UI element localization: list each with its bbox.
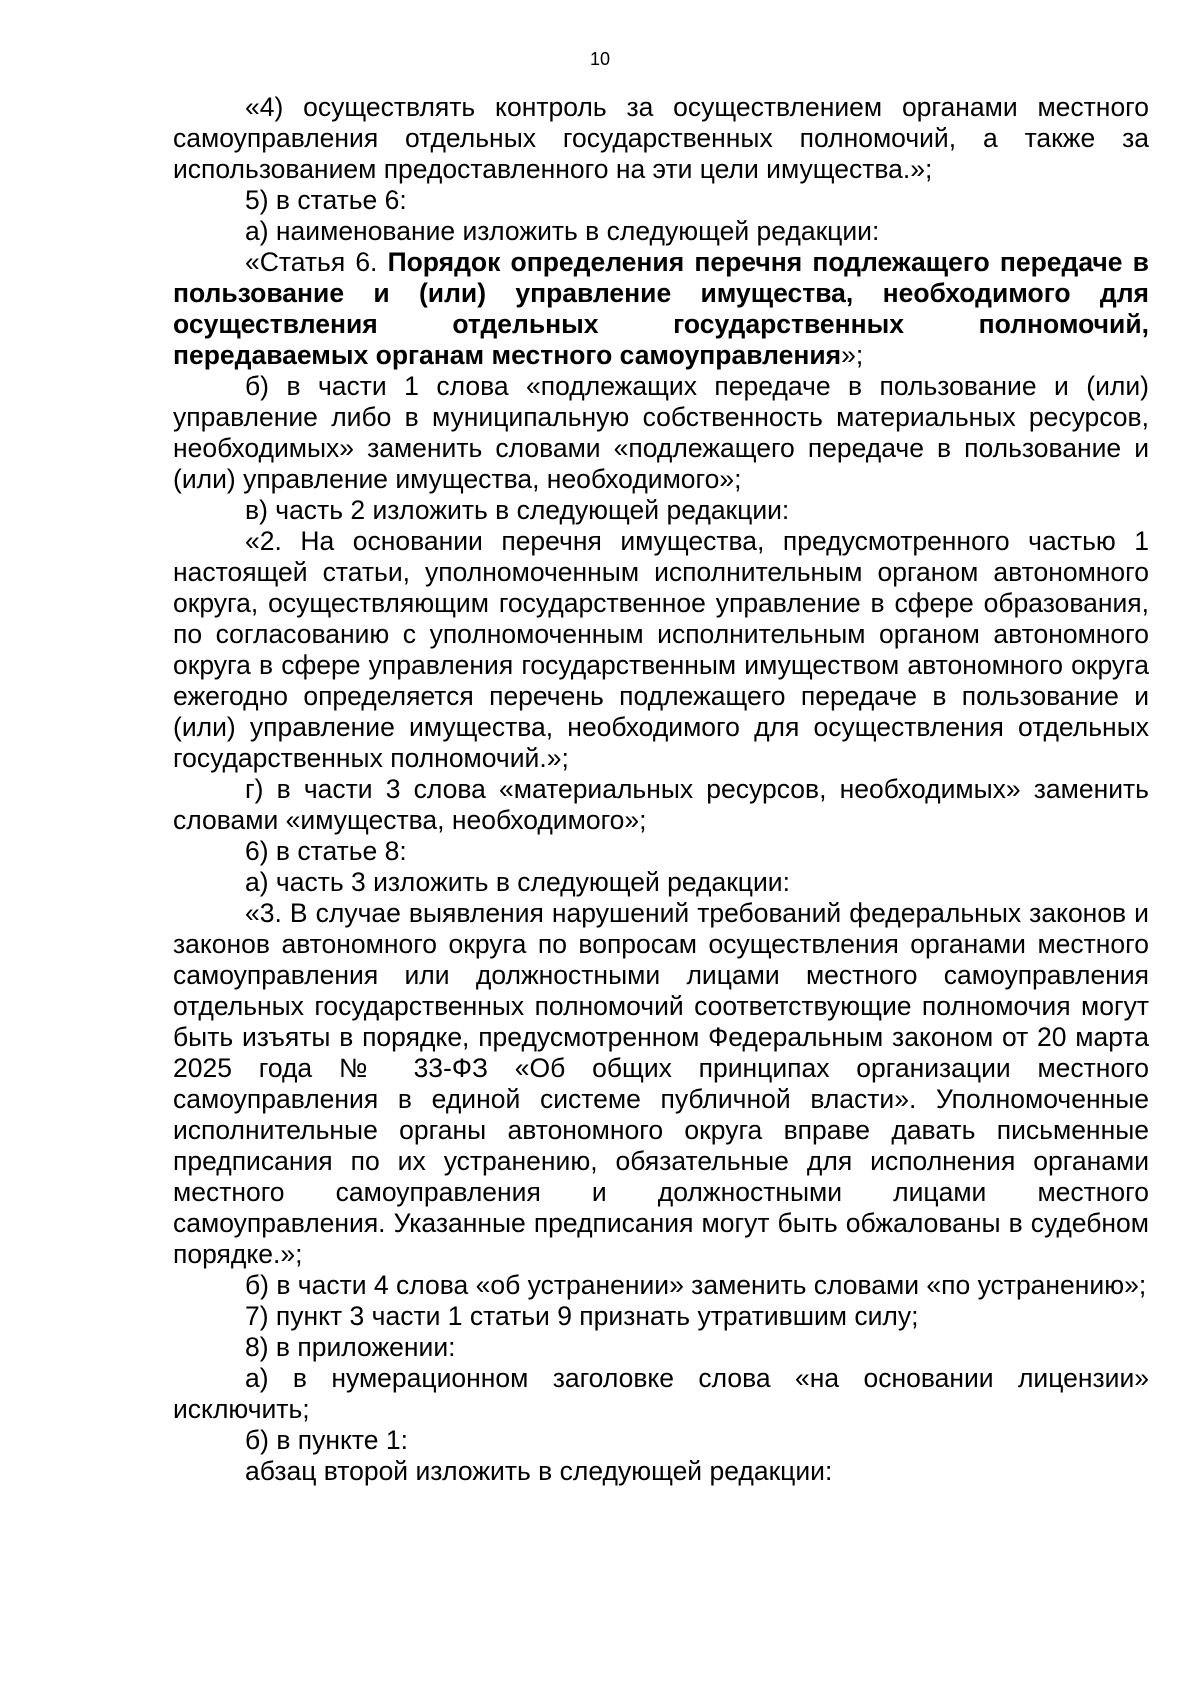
paragraph-item-5a: а) наименование изложить в следующей редакции: [245,216,880,246]
paragraph-item-7: 7) пункт 3 части 1 статьи 9 признать утратившим силу; [245,1301,919,1331]
page-number: 10 [589,49,611,69]
document-body [173,92,1149,1487]
paragraph-item-8: 8) в приложении: [245,1332,456,1362]
article-heading: Порядок определения перечня подлежащего передаче в пользование и (или) управление имущества, необходимого для осуществления отдельных государственных полномочий, передаваемых органам местного самоуправления [173,247,1149,370]
paragraph-4-control: «4) осуществлять контроль за осуществлением органами местного самоуправления отдельных государственных полномочий, а также за использованием предоставленного на эти цели имущества.»; [173,92,1149,184]
paragraph-item-6: 6) в статье 8: [245,836,407,866]
paragraph-item-6a: а) часть 3 изложить в следующей редакции: [245,867,790,897]
paragraph-item-6b: б) в части 4 слова «об устранении» заменить словами «по устранению»; [245,1270,1147,1300]
article-suffix: »; [841,340,864,370]
paragraph-item-5b: б) в части 1 слова «подлежащих передаче в пользование и (или) управление либо в муниципальную собственность материальных ресурсов, необходимых» заменить словами «подлежащего передаче в пользование и (или) управление имущества, необходимого»; [173,371,1149,494]
paragraph-item-5g: г) в части 3 слова «материальных ресурсов, необходимых» заменить словами «имущества, необходимого»; [173,774,1149,835]
article-prefix: «Статья 6. [245,247,388,277]
paragraph-item-8a: а) в нумерационном заголовке слова «на основании лицензии» исключить; [173,1363,1149,1424]
paragraph-item-8b: б) в пункте 1: [245,1425,408,1455]
paragraph-abzac-2: абзац второй изложить в следующей редакции: [245,1456,833,1486]
paragraph-item-5: 5) в статье 6: [245,185,407,215]
paragraph-item-5v: в) часть 2 изложить в следующей редакции: [245,495,790,525]
paragraph-part-2-text: «2. На основании перечня имущества, предусмотренного частью 1 настоящей статьи, уполномоченным исполнительным органом автономного округа, осуществляющим государственное управление в сфере образования, по согласованию с уполномоченным исполнительным органом автономного округа в сфере управления государственным имуществом автономного округа ежегодно определяется перечень подлежащего передаче в пользование и (или) управление имущества, необходимого для осуществления отдельных государственных полномочий.»; [173,526,1149,773]
paragraph-article-6-title [173,247,1149,371]
paragraph-part-3-text: «3. В случае выявления нарушений требований федеральных законов и законов автономного округа по вопросам осуществления органами местного самоуправления или должностными лицами местного самоуправления отдельных государственных полномочий соответствующие полномочия могут быть изъяты в порядке, предусмотренном Федеральным законом от 20 марта 2025 года № 33-ФЗ «Об общих принципах организации местного самоуправления в единой системе публичной власти». Уполномоченные исполнительные органы автономного округа вправе давать письменные предписания по их устранению, обязательные для исполнения органами местного самоуправления и должностными лицами местного самоуправления. Указанные предписания могут быть обжалованы в судебном порядке.»; [173,898,1149,1269]
